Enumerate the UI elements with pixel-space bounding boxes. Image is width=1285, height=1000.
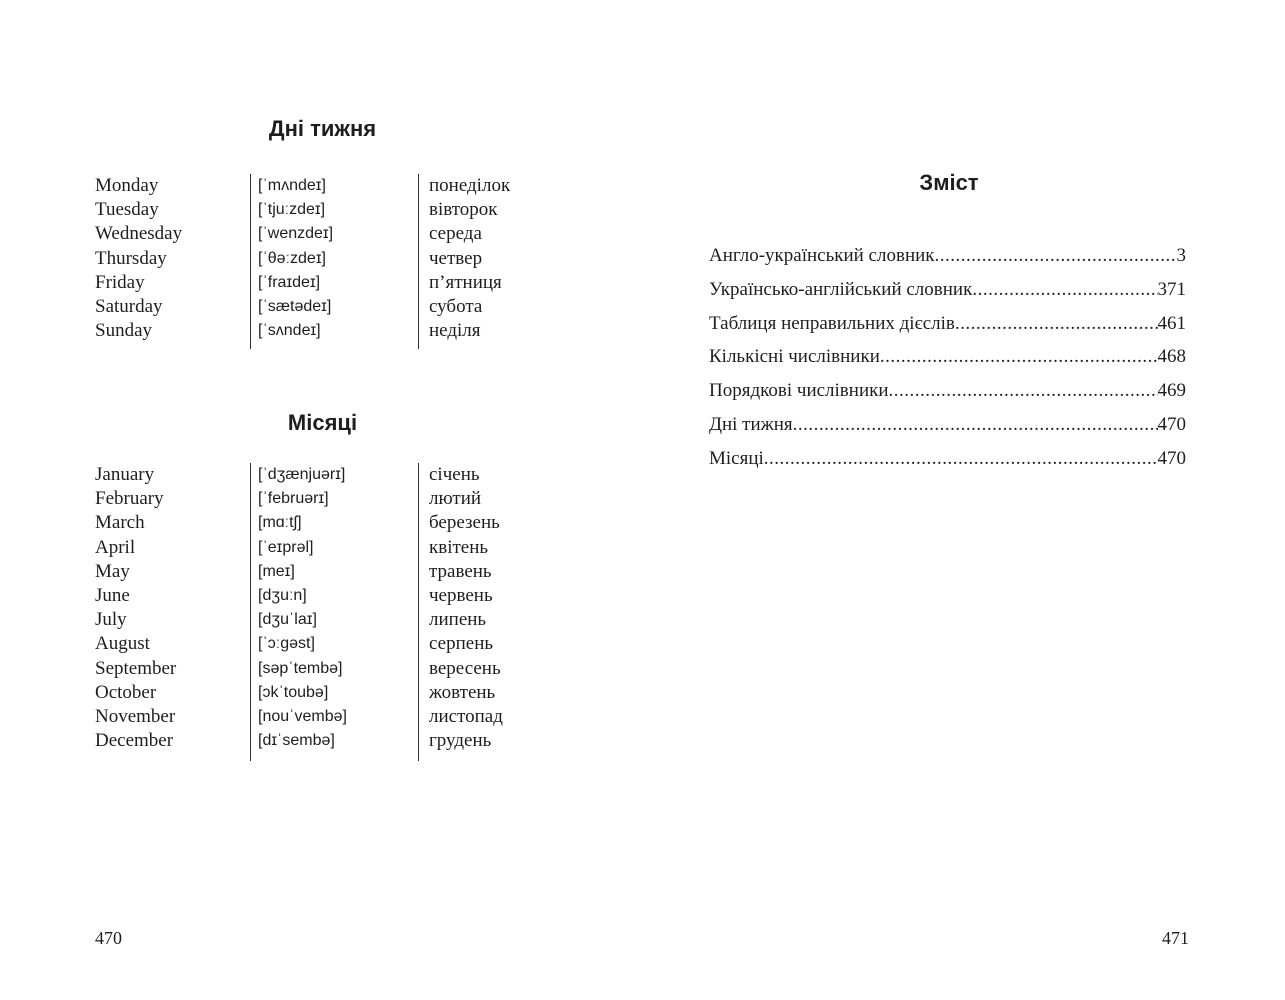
toc-entry-title: Українсько-англійський словник [709, 278, 973, 300]
day-english: Sunday [95, 320, 152, 342]
day-ukrainian: субота [429, 295, 483, 317]
toc-leader-dots [935, 245, 1177, 267]
day-ukrainian: п’ятниця [429, 271, 502, 293]
month-ukrainian: червень [429, 584, 493, 606]
month-ukrainian: травень [429, 560, 492, 582]
month-english: December [95, 730, 174, 752]
table-of-contents [709, 245, 1186, 482]
month-english: March [95, 512, 145, 534]
toc-entry-page: 470 [1157, 447, 1186, 469]
toc-entry[interactable] [709, 279, 1186, 313]
month-transcription: [ˈdʒænjuərɪ] [258, 466, 346, 483]
month-english: January [95, 464, 155, 485]
months-ukrainian-column [418, 463, 559, 761]
month-ukrainian: квітень [429, 536, 489, 558]
month-transcription: [nouˈvembə] [258, 707, 347, 725]
month-english: April [95, 536, 136, 558]
month-ukrainian: листопад [429, 705, 503, 727]
month-english: August [95, 633, 150, 655]
toc-leader-dots [889, 380, 1158, 402]
toc-leader-dots [764, 448, 1158, 470]
toc-entry-title: Кількісні числівники [709, 346, 880, 368]
toc-leader-dots [972, 279, 1157, 301]
day-english: Wednesday [95, 223, 183, 245]
month-ukrainian: вересень [429, 657, 501, 679]
right-page [645, 0, 1285, 1000]
day-english: Monday [95, 175, 159, 196]
toc-entry[interactable] [709, 448, 1186, 482]
page-number-right: 471 [1162, 928, 1189, 948]
month-ukrainian: липень [429, 609, 487, 631]
left-page [0, 0, 640, 1000]
toc-entry-page: 468 [1157, 346, 1186, 368]
day-ukrainian: середа [429, 223, 482, 245]
toc-entry[interactable] [709, 414, 1186, 448]
day-english: Saturday [95, 295, 163, 317]
months-english-column [95, 463, 250, 761]
toc-entry-title: Дні тижня [709, 413, 793, 435]
month-transcription: [səpˈtembə] [258, 659, 343, 677]
month-english: September [95, 657, 177, 679]
toc-entry-page: 469 [1157, 380, 1186, 402]
month-english: May [95, 560, 130, 582]
toc-leader-dots [880, 346, 1158, 368]
day-transcription: [ˈmʌndeɪ] [258, 177, 326, 194]
toc-entry-title: Англо-український словник [709, 245, 935, 266]
month-transcription: [ˈfebruərɪ] [258, 490, 329, 508]
toc-heading: Зміст [919, 170, 979, 195]
page-number-left: 470 [95, 928, 122, 948]
day-transcription: [ˈθəːzdeɪ] [258, 249, 326, 267]
toc-entry-page: 470 [1157, 413, 1186, 435]
days-table [95, 174, 555, 349]
month-transcription: [dʒuːn] [258, 586, 307, 604]
toc-entry-page: 461 [1157, 312, 1186, 334]
day-transcription: [ˈtjuːzdeɪ] [258, 201, 326, 219]
toc-entry[interactable] [709, 313, 1186, 347]
month-transcription: [dʒuˈlaɪ] [258, 611, 317, 629]
day-english: Tuesday [95, 199, 159, 221]
toc-entry-title: Порядкові числівники [709, 380, 889, 402]
month-ukrainian: грудень [429, 730, 492, 752]
toc-entry-page: 371 [1157, 278, 1186, 300]
days-english-column [95, 174, 250, 349]
day-transcription: [ˈsætədeɪ] [258, 297, 332, 315]
month-english: November [95, 705, 176, 727]
month-transcription: [dɪˈsembə] [258, 732, 335, 750]
days-ukrainian-column [418, 174, 559, 349]
toc-leader-dots [793, 414, 1158, 436]
month-transcription: [mɑːtʃ] [258, 514, 302, 532]
toc-leader-dots [955, 313, 1158, 335]
day-english: Friday [95, 271, 145, 293]
toc-entry[interactable] [709, 245, 1186, 279]
month-english: June [95, 584, 130, 606]
month-ukrainian: січень [429, 464, 480, 485]
month-ukrainian: серпень [429, 633, 494, 655]
month-ukrainian: жовтень [429, 681, 496, 703]
day-english: Thursday [95, 247, 167, 269]
month-transcription: [ˈɔːgəst] [258, 635, 315, 653]
months-transcription-column [250, 463, 426, 761]
day-ukrainian: вівторок [429, 199, 498, 221]
toc-entry-title: Місяці [709, 447, 764, 469]
month-english: July [95, 609, 127, 631]
month-ukrainian: лютий [429, 488, 482, 510]
day-transcription: [ˈsʌndeɪ] [258, 322, 321, 340]
month-english: February [95, 488, 164, 510]
day-ukrainian: понеділок [429, 175, 511, 196]
days-heading: Дні тижня [268, 116, 377, 141]
day-ukrainian: четвер [429, 247, 483, 269]
months-table [95, 463, 555, 761]
month-english: October [95, 681, 157, 703]
day-ukrainian: неділя [429, 320, 481, 342]
toc-entry-title: Таблиця неправильних дієслів [709, 312, 955, 334]
toc-entry-page: 3 [1176, 245, 1186, 266]
toc-entry[interactable] [709, 380, 1186, 414]
toc-entry[interactable] [709, 346, 1186, 380]
day-transcription: [ˈwenzdeɪ] [258, 225, 334, 243]
months-heading: Місяці [287, 410, 358, 435]
month-transcription: [ɔkˈtoubə] [258, 683, 329, 701]
day-transcription: [ˈfraɪdeɪ] [258, 273, 321, 291]
month-transcription: [meɪ] [258, 562, 295, 580]
month-ukrainian: березень [429, 512, 500, 534]
month-transcription: [ˈeɪprəl] [258, 538, 314, 556]
days-transcription-column [250, 174, 426, 349]
